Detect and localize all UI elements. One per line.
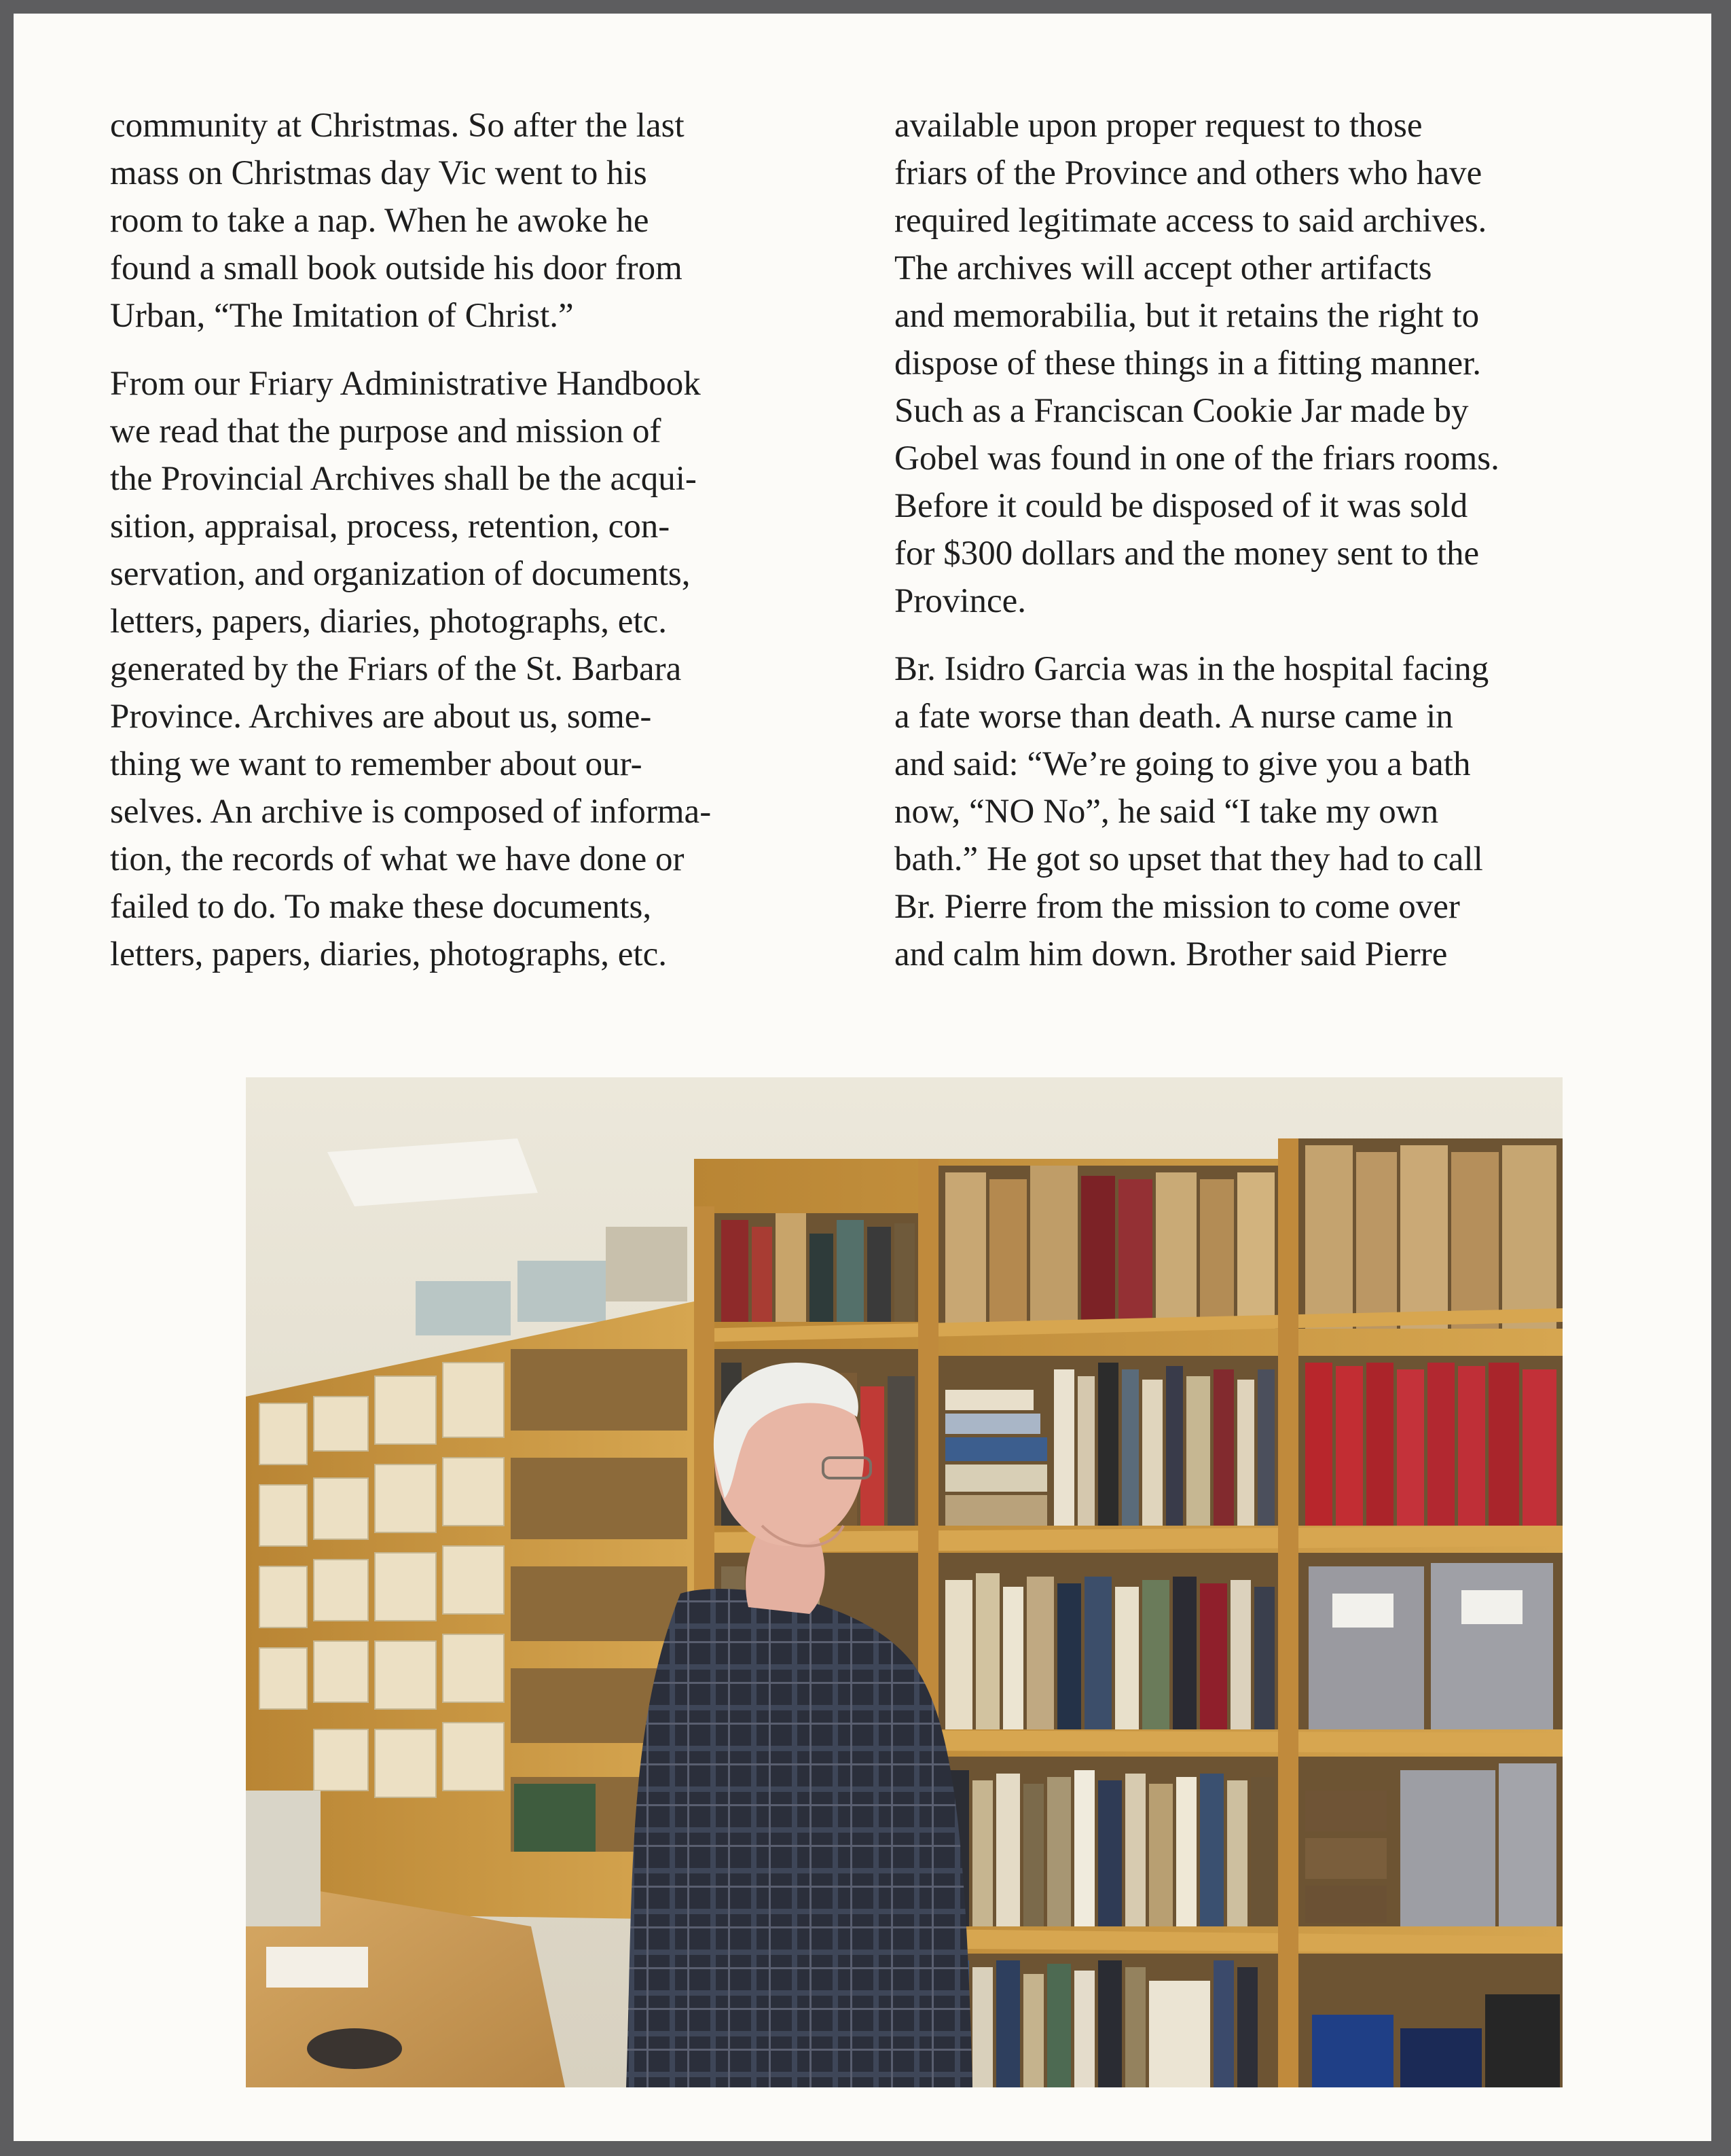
text-line: we read that the purpose and mission of xyxy=(110,412,661,450)
text-line: and calm him down. Brother said Pierre xyxy=(894,935,1448,973)
text-line: Br. Pierre from the mission to come over xyxy=(894,888,1460,926)
text-line: community at Christmas. So after the last xyxy=(110,107,685,145)
text-line: a fate worse than death. A nurse came in xyxy=(894,698,1453,736)
text-line: friars of the Province and others who have xyxy=(894,154,1482,192)
paragraph xyxy=(110,102,871,340)
text-line: thing we want to remember about our- xyxy=(110,745,642,783)
text-line: room to take a nap. When he awoke he xyxy=(110,202,649,240)
text-line: letters, papers, diaries, photographs, etc. xyxy=(110,603,667,641)
text-line: Province. Archives are about us, some- xyxy=(110,698,652,736)
text-line: tion, the records of what we have done or xyxy=(110,840,685,878)
text-line: bath.” He got so upset that they had to call xyxy=(894,840,1483,878)
paragraph xyxy=(894,102,1662,625)
text-line: servation, and organization of documents, xyxy=(110,555,691,593)
text-line: required legitimate access to said archives. xyxy=(894,202,1487,240)
text-line: Province. xyxy=(894,582,1027,620)
text-line: mass on Christmas day Vic went to his xyxy=(110,154,647,192)
paragraph xyxy=(894,645,1662,978)
text-line: The archives will accept other artifacts xyxy=(894,249,1432,287)
archive-photo xyxy=(246,1077,1563,2087)
text-line: Such as a Franciscan Cookie Jar made by xyxy=(894,392,1469,430)
archive-room-illustration xyxy=(246,1077,1563,2087)
text-line: From our Friary Administrative Handbook xyxy=(110,365,701,403)
text-line: available upon proper request to those xyxy=(894,107,1423,145)
text-line: for $300 dollars and the money sent to the xyxy=(894,535,1480,573)
text-line: generated by the Friars of the St. Barbara xyxy=(110,650,682,688)
text-line: the Provincial Archives shall be the acqui- xyxy=(110,460,697,498)
paragraph xyxy=(110,360,871,978)
text-line: failed to do. To make these documents, xyxy=(110,888,652,926)
right-text-column xyxy=(894,102,1662,999)
text-line: selves. An archive is composed of informa- xyxy=(110,793,712,831)
text-line: letters, papers, diaries, photographs, etc. xyxy=(110,935,667,973)
magazine-page xyxy=(14,14,1711,2141)
text-line: and memorabilia, but it retains the right to xyxy=(894,297,1480,335)
text-line: now, “NO No”, he said “I take my own xyxy=(894,793,1439,831)
text-line: and said: “We’re going to give you a bath xyxy=(894,745,1471,783)
text-line: dispose of these things in a fitting manner. xyxy=(894,344,1482,382)
text-line: Urban, “The Imitation of Christ.” xyxy=(110,297,574,335)
left-text-column xyxy=(110,102,871,999)
text-line: sition, appraisal, process, retention, con- xyxy=(110,507,670,545)
text-line: Before it could be disposed of it was sold xyxy=(894,487,1468,525)
text-line: Gobel was found in one of the friars rooms. xyxy=(894,439,1499,478)
text-line: found a small book outside his door from xyxy=(110,249,682,287)
text-line: Br. Isidro Garcia was in the hospital facing xyxy=(894,650,1489,688)
